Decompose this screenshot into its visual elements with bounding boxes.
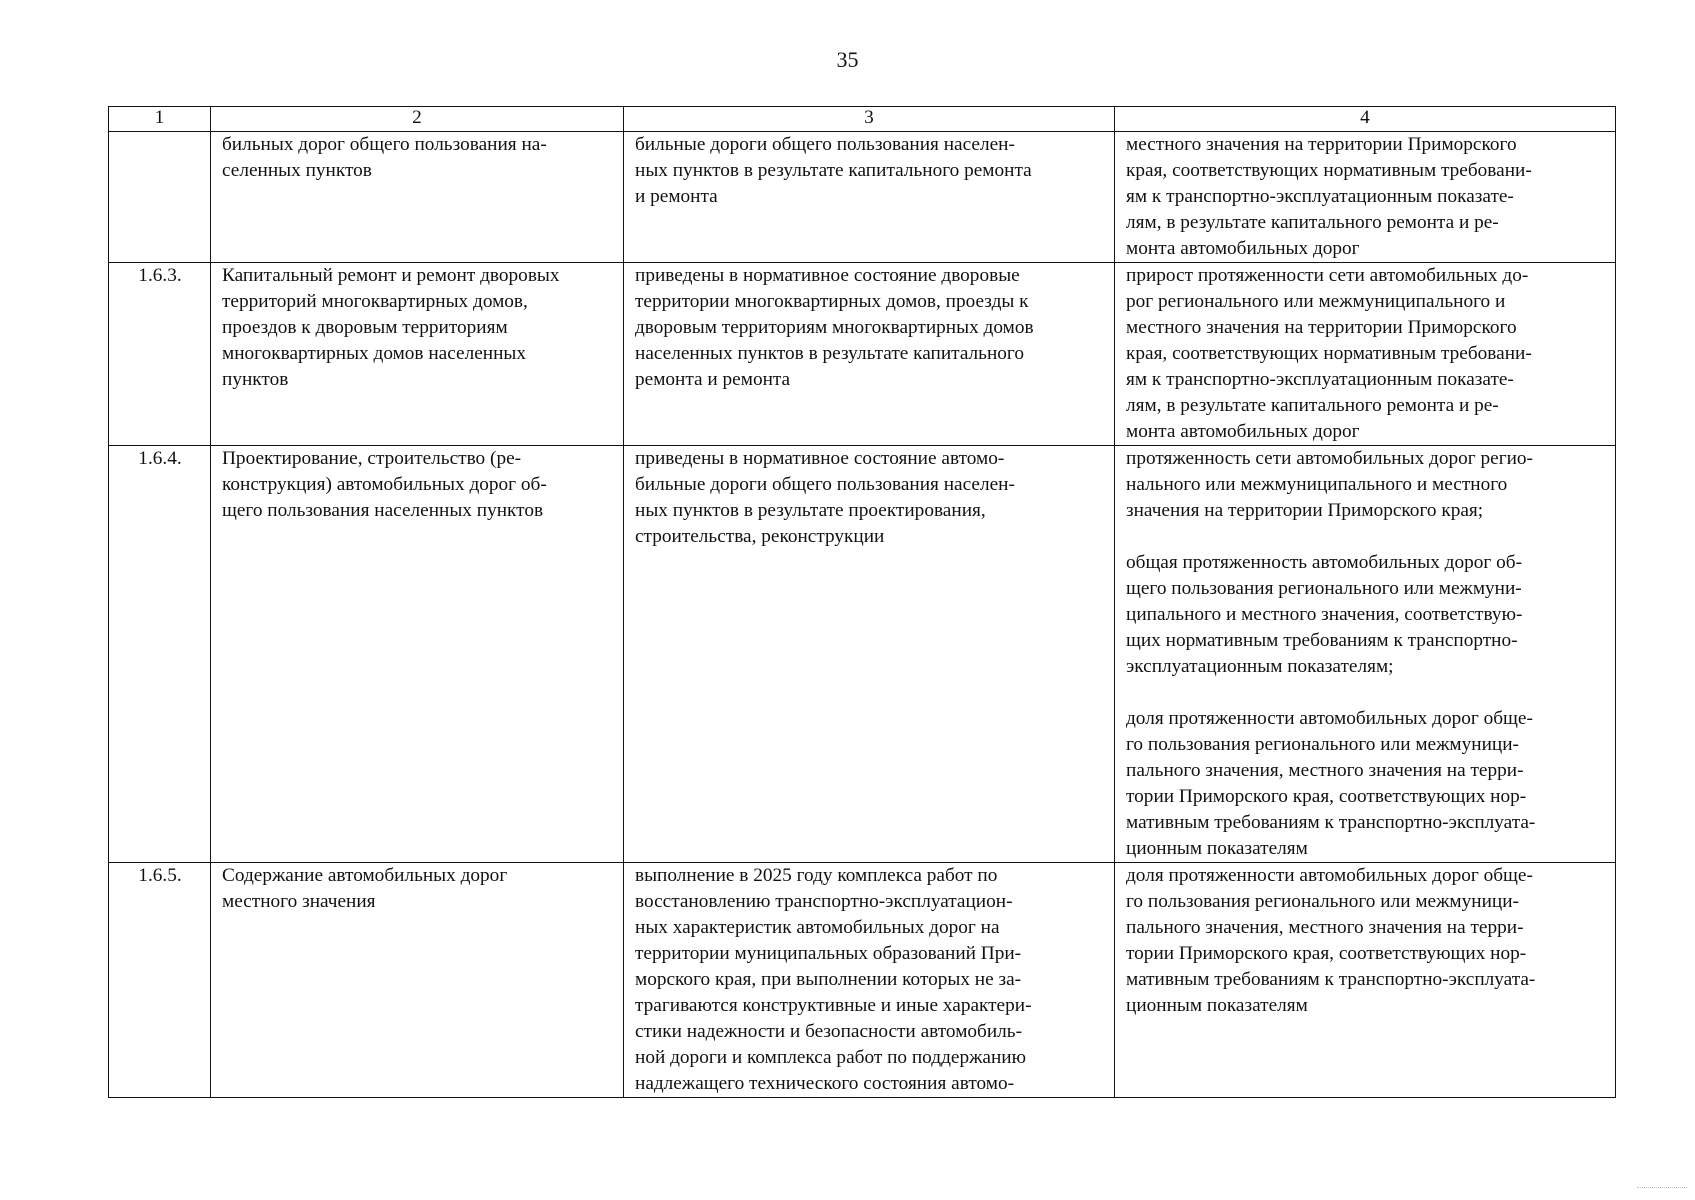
result-cell: бильные дороги общего пользования населен- ных пунктов в результате капитального ремонта и ремонта xyxy=(624,132,1115,263)
table-body xyxy=(109,132,1616,1098)
table-row xyxy=(109,863,1616,1098)
indicator-cell xyxy=(1115,263,1616,446)
row-number-cell xyxy=(109,132,211,263)
column-header-4: 4 xyxy=(1115,107,1616,132)
column-header-3: 3 xyxy=(624,107,1115,132)
row-number-cell: 1.6.5. xyxy=(109,863,211,1098)
result-cell: выполнение в 2025 году комплекса работ по восстановлению транспортно-эксплуатацион- ных характеристик автомобильных дорог на территории муниципальных образований При- морского края, при выполнении которых не за- трагиваются конструктивные и иные характери- стики надежности и безопасности автомобиль- ной дороги и комплекса работ по поддержанию надлежащего технического состояния автомо- xyxy=(624,863,1115,1098)
table-row xyxy=(109,263,1616,446)
indicator-paragraph: протяженность сети автомобильных дорог регио- нального или межмуниципального и местного значения на территории Приморского края; xyxy=(1126,448,1533,521)
row-number-cell: 1.6.3. xyxy=(109,263,211,446)
table-row xyxy=(109,446,1616,863)
column-header-2: 2 xyxy=(211,107,624,132)
indicator-paragraph: доля протяженности автомобильных дорог обще- го пользования регионального или межмуници- пального значения, местного значения на терри- тории Приморского края, соответствующих нор- мативным требованиям к транспортно-эксплуата- ционным показателям xyxy=(1126,865,1536,1016)
indicator-paragraph: общая протяженность автомобильных дорог об- щего пользования регионального или межмуни- ципального и местного значения, соответствую- щих нормативным требованиям к транспортно- эксплуатационным показателям; xyxy=(1126,552,1523,677)
row-number-cell: 1.6.4. xyxy=(109,446,211,863)
activity-cell: бильных дорог общего пользования на- селенных пунктов xyxy=(211,132,624,263)
result-cell: приведены в нормативное состояние автомо- бильные дороги общего пользования населен- ных пунктов в результате проектирования, строительства, реконструкции xyxy=(624,446,1115,863)
indicator-paragraph: доля протяженности автомобильных дорог обще- го пользования регионального или межмуници- пального значения, местного значения на терри- тории Приморского края, соответствующих нор- мативным требованиям к транспортно-эксплуата- ционным показателям xyxy=(1126,708,1536,859)
scan-mark xyxy=(1637,1187,1687,1192)
page-number: 35 xyxy=(836,47,859,72)
indicator-paragraph: прирост протяженности сети автомобильных до- рог регионального или межмуниципального и местного значения на территории Приморского края, соответствующих нормативным требовани- ям к транспортно-эксплуатационным показате- лям, в результате капитального ремонта и ре- монта автомобильных дорог xyxy=(1126,265,1532,442)
activity-cell: Содержание автомобильных дорог местного значения xyxy=(211,863,624,1098)
activity-cell: Проектирование, строительство (ре- конструкция) автомобильных дорог об- щего пользования населенных пунктов xyxy=(211,446,624,863)
indicator-cell xyxy=(1115,446,1616,863)
indicator-paragraph: местного значения на территории Приморского края, соответствующих нормативным требовани- ям к транспортно-эксплуатационным показате- лям, в результате капитального ремонта и ре- монта автомобильных дорог xyxy=(1126,134,1532,259)
document-table xyxy=(108,106,1616,1098)
indicator-cell xyxy=(1115,132,1616,263)
result-cell: приведены в нормативное состояние дворовые территории многоквартирных домов, проезды к дворовым территориям многоквартирных домов населенных пунктов в результате капитального ремонта и ремонта xyxy=(624,263,1115,446)
column-header-1: 1 xyxy=(109,107,211,132)
header-row xyxy=(109,107,1616,132)
activity-cell: Капитальный ремонт и ремонт дворовых территорий многоквартирных домов, проездов к дворовым территориям многоквартирных домов населенных пунктов xyxy=(211,263,624,446)
table-row xyxy=(109,132,1616,263)
indicator-cell xyxy=(1115,863,1616,1098)
